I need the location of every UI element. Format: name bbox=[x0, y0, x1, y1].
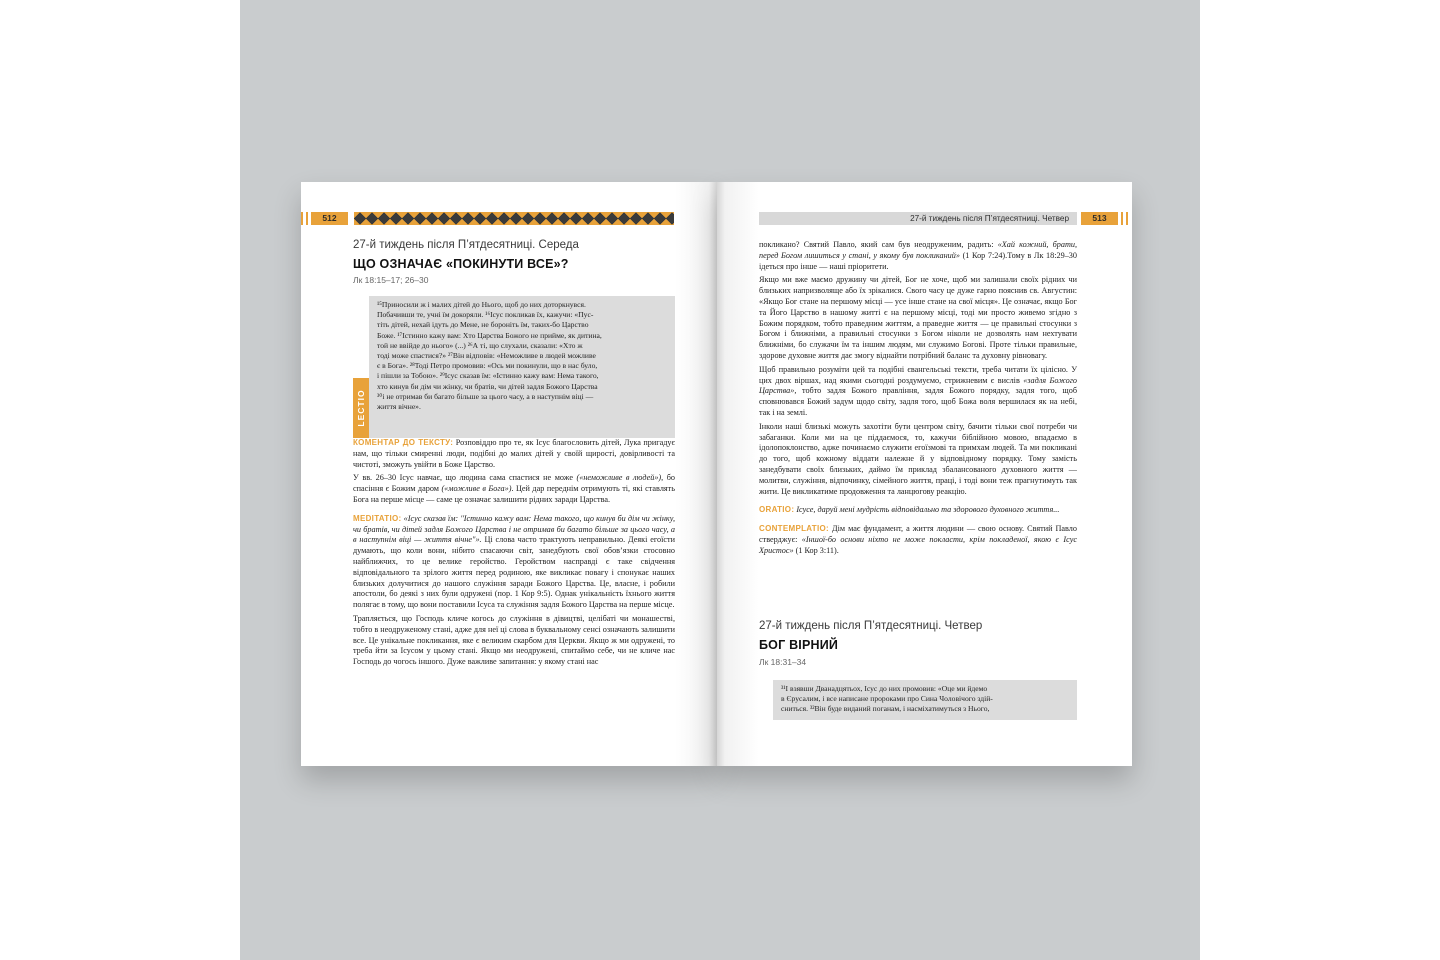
header-ticks bbox=[1121, 212, 1131, 225]
text-run: , тобто задля Божого правління, задля Божого порядку, задля того, щоб сповнювався Божий задум щодо світу, задля того, щоб Божа воля вершилася як на небі, так і на землі. bbox=[759, 386, 1077, 417]
paragraph: Інколи наші близькі можуть захотіти бути центром світу, бачити тільки свої потреби чи забаганки. Коли ми на це піддаємося, то, кажучи біблійною мовою, впадаємо в ідолопоклонство, адже починаємо служити егоїзмові та примхам людей. Та ми покликані до того, щоб кожному віддати належне й у відповідному порядку. Тому замість занедбувати своїх близьких, даймо їм приклад збалансованого духовного життя — молитви, служіння, відпочинку, сімейного життя, праці, і тоді вони теж прагнутимуть так жити. Це викликатиме продовження та ланцюгову реакцію. bbox=[759, 421, 1077, 496]
quote-line: життя вічне». bbox=[377, 402, 421, 412]
commentary-paragraph bbox=[353, 438, 675, 470]
page-number: 513 bbox=[1081, 212, 1118, 225]
quote-line: в Єрусалим, і все написане пророками про Сина Чоловічого здій- bbox=[781, 694, 993, 704]
main-title: ЩО ОЗНАЧАЄ «ПОКИНУТИ ВСЕ»? bbox=[353, 257, 569, 271]
oratio-text: Ісусе, даруй мені мудрість відповідально та здорового духовного життя... bbox=[794, 505, 1060, 515]
scripture-reference: Лк 18:31–34 bbox=[759, 657, 807, 667]
lectio-tab bbox=[353, 378, 369, 438]
quote-line: Боже. ¹⁷Істинно кажу вам: Хто Царства Божого не прийме, як дитина, bbox=[377, 330, 602, 340]
text-run: . Цей дар переднім отримують ті, які ставлять Бога на перше місце — саме це означає залишити рідних заради Царства. bbox=[353, 484, 675, 504]
quote-line: хто кинув би дім чи жінку, чи братів, чи дітей задля Божого Царства bbox=[377, 381, 598, 391]
lectio-label: LECTIO bbox=[356, 389, 366, 427]
italic-run: «Хай кожний, брати, перед Богом лишиться у стані, у якому був покликаний» bbox=[759, 240, 1077, 260]
ornament-strip bbox=[354, 212, 674, 225]
quote-line: є в Бога». ²⁸Тоді Петро промовив: «Ось ми покинули, що в нас було, bbox=[377, 361, 598, 371]
quote-line: ³⁰і не отримав би багато більше за цього часу, а в наступнім віці — bbox=[377, 391, 594, 401]
quote-line: тіть дітей, нехай ідуть до Мене, не бороніть їм, таких-бо Царство bbox=[377, 320, 589, 330]
quote-line: той не ввійде до нього» (...) ²⁶А ті, що слухали, сказали: «Хто ж bbox=[377, 340, 583, 350]
quote-line: тоді може спастися?» ²⁷Він відповів: «Неможливе в людей можливе bbox=[377, 351, 596, 361]
lectio-quote bbox=[773, 680, 1077, 720]
text-run: , бо спасіння є Божим даром bbox=[353, 473, 675, 494]
paragraph bbox=[759, 365, 1077, 419]
oratio-label: ORATIO: bbox=[759, 505, 795, 515]
scripture-reference: Лк 18:15–17; 26–30 bbox=[353, 275, 429, 285]
right-page bbox=[717, 182, 1132, 766]
italic-run: «Іншої-бо основи ніхто не може покласти, крім покладеної, якою є Ісус Христос» bbox=[759, 534, 1077, 555]
text-run: Дім має фундамент, а життя людини — свою основу. Святий Павло стверджує: bbox=[759, 524, 1077, 544]
quote-line: сниться. ³²Він буде виданий поганам, і насміхатимуться з Нього, bbox=[781, 704, 990, 714]
italic-run: «задля Божого Царства» bbox=[759, 375, 1077, 396]
text-run: Щоб правильно розуміти цей та подібні євангельські тексти, треба читати їх цілісно. У цих двох віршах, над якими сьогодні роздумуємо, стрижневим є вислів bbox=[759, 364, 1077, 385]
main-title: БОГ ВІРНИЙ bbox=[759, 638, 839, 652]
lectio-quote bbox=[369, 296, 675, 438]
meditatio-paragraph bbox=[353, 514, 675, 611]
commentary-paragraph-2 bbox=[353, 473, 675, 505]
contemplatio-label: CONTEMPLATIO: bbox=[759, 524, 829, 534]
commentary-text: Розповіддю про те, як Ісус благословить дітей, Лука пригадує нам, що тільки смиренні люди, подібні до малих дітей у своїй щирості, довірливості та чистоті, зможуть увійти в Боже Царство. bbox=[353, 438, 676, 469]
quote-line: і пішли за Тобою». ²⁹Ісус сказав їм: «Істинно кажу вам: Нема такого, bbox=[377, 371, 599, 381]
running-header: 27-й тиждень після П’ятдесятниці. Четвер bbox=[759, 212, 1077, 225]
quote-line: Побачивши те, учні їм докоряли. ¹⁶Ісус покликав їх, кажучи: «Пус- bbox=[377, 310, 594, 320]
day-title: 27-й тиждень після П’ятдесятниці. Четвер bbox=[759, 620, 983, 632]
italic-run: «Ісус сказав їм: "Істинно кажу вам: Нема такого, що кинув би дім чи жінку, чи братів, чи дітей задля Божого Царства і не отримав би багато більше за цього часу, а в наступнім віці — життя вічне"». bbox=[353, 513, 675, 545]
meditatio-text: Ці слова часто трактують неправильно. Деякі егоїсти думають, що коли вони, нібито спасаючи світ, занедбують свої обов’язки стосовно найближчих, то це велике геройство. Геройством насправді є таке свідчення відповідального та зрілого життя перед родиною, яке викликає повагу і спонукає наших близьких долучитися до нашого служіння заради Божого Царства. Це, власне, і робили апостоли, бо деякі з них були одружені (пор. 1 Кор 9:5). Однак унікальність їхнього життя полягає в тому, що вони поставили Ісуса та служіння задля Божого Царства на перше місце. bbox=[353, 535, 675, 610]
day-title: 27-й тиждень після П’ятдесятниці. Середа bbox=[353, 239, 579, 251]
right-body-text bbox=[759, 240, 1077, 560]
paragraph: Якщо ми вже маємо дружину чи дітей, Бог не хоче, щоб ми залишали своїх рідних чи близьких напризволяще або їх зрікалися. Свого часу це дуже гарно пояснив св. Августин: «Якщо Бог стане на першому місці — усе інше стане на свої місця». Це означає, якщо Бог та Його Царство в нашому житті є на першому місці, тоді ми просто живемо згідно з Божим порядком, тобто праведним життям, а праведне життя — це правильні стосунки з Богом і ближніми, а правильні стосунки з Богом ніколи не дозволять нам нехтувати ближніми, бо служачи їм та іншим людям, ми служимо Богові. Проте тільки правильне, здорове духовне життя дає змогу віднайти потрібний баланс та духовну рівновагу. bbox=[759, 275, 1077, 360]
quote-line: ³¹І взявши Дванадцятьох, Ісус до них промовив: «Оце ми йдемо bbox=[781, 684, 988, 693]
contemplatio-paragraph bbox=[759, 524, 1077, 556]
quote-line: ¹⁵Приносили ж і малих дітей до Нього, щоб до них доторкнувся. bbox=[377, 300, 586, 309]
header-ticks bbox=[301, 212, 311, 225]
text-run: (1 Кор 3:11). bbox=[793, 545, 839, 555]
left-body-text bbox=[353, 438, 675, 671]
text-run: У вв. 26–30 Ісус навчає, що людина сама спастися не може bbox=[353, 473, 577, 483]
last-paragraph: Трапляється, що Господь кличе когось до служіння в дівицтві, целібаті чи монашестві, тобто в неодруженому стані, адже для неї ці слова в буквальному сенсі означають залишити все. Це унікальне покликання, яке є великим скарбом для Церкви. Якщо ж ми одружені, то треба йти за Ісусом у цьому стані. Якщо ми неодружені, спитаймо себе, чи не кличе нас Господь до чогось іншого. Дуже важливе запитання: у якому стані нас bbox=[353, 613, 675, 667]
meditatio-label: MEDITATIO: bbox=[353, 513, 402, 523]
book-gutter bbox=[709, 182, 725, 766]
oratio-paragraph bbox=[759, 505, 1077, 516]
italic-run: («неможливе в людей») bbox=[576, 473, 662, 483]
commentary-label: КОМЕНТАР ДО ТЕКСТУ: bbox=[353, 438, 454, 447]
page-number: 512 bbox=[311, 212, 348, 225]
text-run: покликано? Святий Павло, який сам був неодруженим, радить: bbox=[759, 240, 998, 249]
text-run: (1 Кор 7:24).Тому в Лк 18:29–30 ідеться про інше — наші пріоритети. bbox=[759, 250, 1077, 271]
paragraph bbox=[759, 240, 1077, 272]
left-page bbox=[301, 182, 717, 766]
italic-run: («можливе в Бога») bbox=[441, 484, 512, 494]
